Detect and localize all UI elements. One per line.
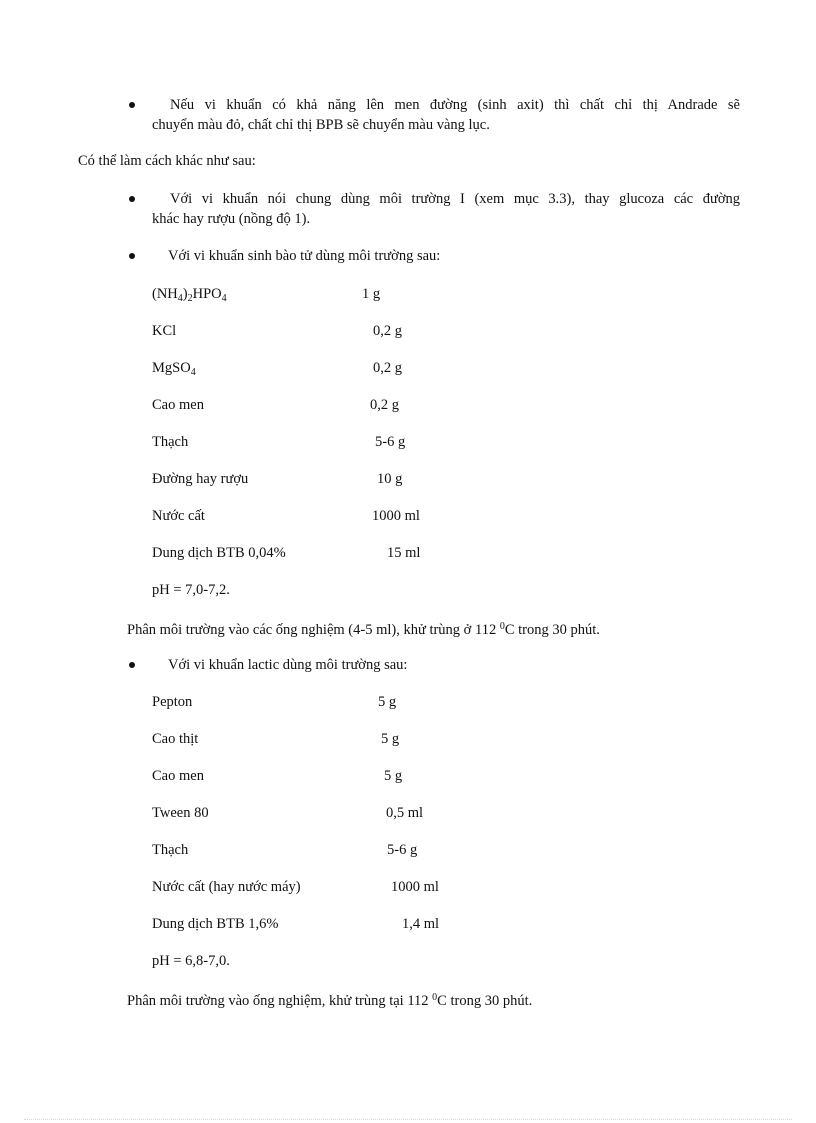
ingredient-name: Dung dịch BTB 0,04%: [152, 545, 286, 561]
ph-value: pH = 7,0-7,2.: [152, 582, 230, 598]
ingredient-amount: 1000 ml: [391, 879, 439, 895]
paragraph-text: Phân môi trường vào các ống nghiệm (4-5 ml), khử trùng ở 112 $^0$C trong 30 phút.: [127, 621, 600, 638]
ingredient-name: MgSO$_4$: [152, 360, 196, 378]
bullet-icon: [129, 662, 135, 668]
paragraph-text: khác hay rượu (nồng độ 1).: [152, 211, 311, 227]
bullet-icon: [129, 196, 135, 202]
paragraph-text: Với vi khuẩn nói chung dùng môi trường I (xem mục 3.3), thay glucoza các đường: [170, 191, 740, 207]
ingredient-amount: 5 g: [378, 694, 397, 710]
ingredient-name: KCl: [152, 323, 177, 339]
ingredient-amount: 5 g: [381, 731, 400, 747]
ingredient-amount: 5 g: [384, 768, 403, 784]
ingredient-name: Nước cất (hay nước máy): [152, 879, 301, 895]
ingredient-amount: 0,5 ml: [386, 805, 424, 821]
bullet-icon: [129, 253, 135, 259]
ingredient-name: Đường hay rượu: [152, 471, 249, 487]
ingredient-amount: 1,4 ml: [402, 916, 440, 932]
ingredient-amount: 0,2 g: [370, 397, 399, 413]
ingredient-name: Cao men: [152, 397, 204, 413]
ingredient-amount: 15 ml: [387, 545, 421, 561]
ingredient-name: Thạch: [152, 842, 189, 858]
ingredient-name: Nước cất: [152, 508, 205, 524]
ingredient-name: Thạch: [152, 434, 189, 450]
ingredient-amount: 0,2 g: [373, 323, 402, 339]
ingredient-name: Pepton: [152, 694, 193, 710]
bullet-icon: [129, 102, 135, 108]
ingredient-name: Cao thịt: [152, 731, 199, 747]
paragraph-text: Nếu vi khuẩn có khả năng lên men đường (sinh axit) thì chất chỉ thị Andrade sẽ: [170, 97, 740, 113]
ingredient-name: Tween 80: [152, 805, 209, 821]
paragraph-text: chuyển màu đỏ, chất chỉ thị BPB sẽ chuyển màu vàng lục.: [152, 117, 490, 133]
paragraph-text: Với vi khuẩn lactic dùng môi trường sau:: [168, 657, 408, 673]
ingredient-amount: 1 g: [362, 286, 381, 302]
paragraph-text: Phân môi trường vào ống nghiệm, khử trùng tại 112 $^0$C trong 30 phút.: [127, 992, 533, 1009]
ingredient-amount: 5-6 g: [375, 434, 406, 450]
paragraph-text: Với vi khuẩn sinh bào tử dùng môi trường sau:: [168, 248, 441, 264]
ingredient-amount: 0,2 g: [373, 360, 402, 376]
ingredient-name: Dung dịch BTB 1,6%: [152, 916, 279, 932]
ingredient-amount: 10 g: [377, 471, 403, 487]
ingredient-name: $(NH_4)_2HPO_4$: [152, 286, 227, 304]
ph-value: pH = 6,8-7,0.: [152, 953, 230, 969]
page-bottom-divider: [24, 1119, 792, 1120]
paragraph-text: Có thể làm cách khác như sau:: [78, 153, 256, 169]
ingredient-amount: 5-6 g: [387, 842, 418, 858]
ingredient-name: Cao men: [152, 768, 204, 784]
ingredient-amount: 1000 ml: [372, 508, 420, 524]
